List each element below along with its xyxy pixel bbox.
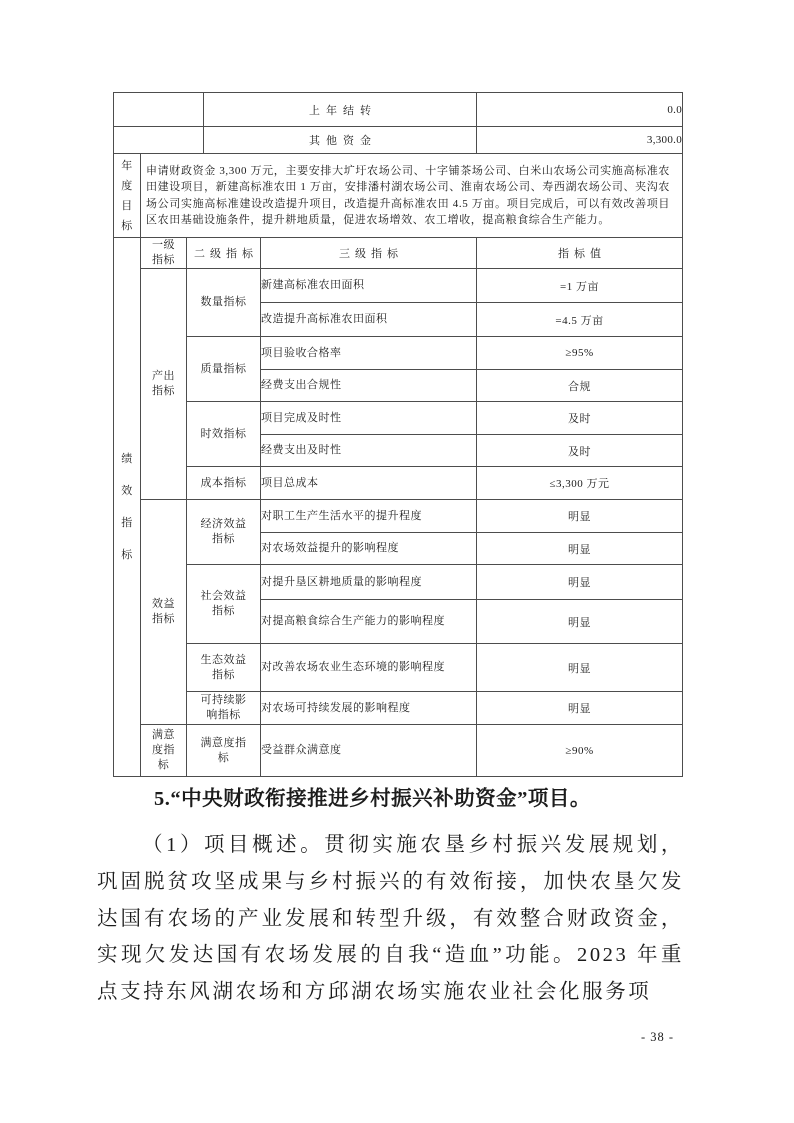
indicator-value: 及时 <box>477 435 683 467</box>
indicator-cell: 对职工生产生活水平的提升程度 <box>261 500 477 533</box>
indicator-cell: 经费支出及时性 <box>261 435 477 467</box>
indicator-cell: 受益群众满意度 <box>261 725 477 777</box>
level2-timeliness-cell: 时效指标 <box>187 402 261 467</box>
indicator-value: 及时 <box>477 402 683 435</box>
table-row <box>114 93 683 127</box>
annual-goal-text: 申请财政资金 3,300 万元，主要安排大圹圩农场公司、十字铺茶场公司、白米山农场公司实施高标准农田建设项目，新建高标准农田 1 万亩，安排潘村湖农场公司、淮南农场公司、寿西湖农场公司、夹沟农场公司实施高标准建设改造提升项目，改造提升高标准农田 4.5 万亩。项目完成后，可以有效改善项目区农田基础设施条件，提升耕地质量，促进农场增效、农工增收，提高粮食综合生产能力。 <box>146 165 671 226</box>
indicator-value: 合规 <box>477 370 683 402</box>
indicator-cell: 经费支出合规性 <box>261 370 477 402</box>
indicator-cell: 对农场可持续发展的影响程度 <box>261 692 477 725</box>
empty-cell <box>114 127 204 154</box>
other-funds-value: 3,300.0 <box>477 127 683 154</box>
level1-satisfaction-cell: 满意度指标 <box>141 725 187 777</box>
table-row <box>114 725 683 777</box>
level2-cost-cell: 成本指标 <box>187 467 261 500</box>
header-level2: 二级指标 <box>187 238 261 269</box>
level2-social-cell: 社会效益指标 <box>187 565 261 644</box>
other-funds-label: 其他资金 <box>204 127 477 154</box>
section-heading: 5.“中央财政衔接推进乡村振兴补助资金”项目。 <box>154 788 591 810</box>
table-row <box>114 500 683 533</box>
indicator-cell: 项目总成本 <box>261 467 477 500</box>
indicator-cell: 对农场效益提升的影响程度 <box>261 533 477 565</box>
header-level3: 三级指标 <box>261 238 477 269</box>
table-row <box>114 269 683 303</box>
table-row <box>114 127 683 154</box>
indicator-value: 明显 <box>477 692 683 725</box>
table-row <box>114 402 683 435</box>
performance-label-cell <box>114 238 141 777</box>
indicator-value: 明显 <box>477 644 683 692</box>
level1-output-cell: 产出指标 <box>141 269 187 500</box>
level2-quantity-cell: 数量指标 <box>187 269 261 337</box>
indicator-cell: 项目验收合格率 <box>261 337 477 370</box>
indicator-cell: 对提高粮食综合生产能力的影响程度 <box>261 600 477 644</box>
table-row <box>114 238 683 269</box>
table-row <box>114 467 683 500</box>
indicator-value: =4.5 万亩 <box>477 303 683 337</box>
performance-label: 绩效指标 <box>121 453 133 561</box>
body-paragraph: （1）项目概述。贯彻实施农垦乡村振兴发展规划，巩固脱贫攻坚成果与乡村振兴的有效衔接，加快农垦欠发达国有农场的产业发展和转型升级，有效整合财政资金，实现欠发达国有农场发展的自我“造血”功能。2023 年重点支持东风湖农场和方邱湖农场实施农业社会化服务项 <box>97 834 684 1004</box>
indicator-value: ≤3,300 万元 <box>477 467 683 500</box>
indicator-cell: 项目完成及时性 <box>261 402 477 435</box>
level1-benefit-cell: 效益指标 <box>141 500 187 725</box>
annual-goal-label: 年度目标 <box>121 159 133 232</box>
indicator-value: 明显 <box>477 500 683 533</box>
table-row <box>114 644 683 692</box>
annual-goal-cell <box>141 154 683 238</box>
page-number: - 38 - <box>641 1030 675 1044</box>
indicator-value: 明显 <box>477 533 683 565</box>
level2-satisfaction-cell: 满意度指标 <box>187 725 261 777</box>
table-row <box>114 565 683 600</box>
indicator-cell: 对改善农场农业生态环境的影响程度 <box>261 644 477 692</box>
level2-sustainable-cell: 可持续影响指标 <box>187 692 261 725</box>
carryover-value: 0.0 <box>477 93 683 127</box>
indicator-cell: 改造提升高标准农田面积 <box>261 303 477 337</box>
indicator-value: ≥95% <box>477 337 683 370</box>
indicator-value: 明显 <box>477 600 683 644</box>
table-row <box>114 337 683 370</box>
indicator-cell: 对提升垦区耕地质量的影响程度 <box>261 565 477 600</box>
level2-economic-cell: 经济效益指标 <box>187 500 261 565</box>
table-row <box>114 692 683 725</box>
level2-quality-cell: 质量指标 <box>187 337 261 402</box>
indicator-value: ≥90% <box>477 725 683 777</box>
level2-ecological-cell: 生态效益指标 <box>187 644 261 692</box>
header-level1: 一级指标 <box>141 238 187 269</box>
indicator-value: 明显 <box>477 565 683 600</box>
performance-indicator-table <box>113 92 683 777</box>
indicator-value: =1 万亩 <box>477 269 683 303</box>
header-value: 指标值 <box>477 238 683 269</box>
carryover-label: 上年结转 <box>204 93 477 127</box>
empty-cell <box>114 93 204 127</box>
table-row <box>114 154 683 238</box>
indicator-cell: 新建高标准农田面积 <box>261 269 477 303</box>
annual-goal-label-cell <box>114 154 141 238</box>
